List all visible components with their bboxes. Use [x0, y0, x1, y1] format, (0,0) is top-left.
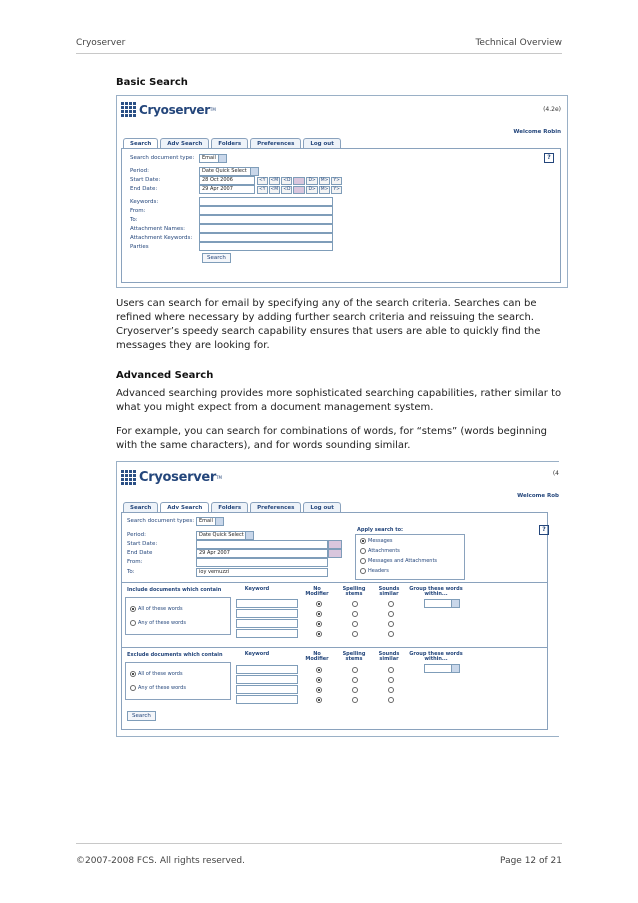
include-keyword-input-3[interactable]	[236, 619, 298, 628]
search-button[interactable]: Search	[202, 253, 231, 263]
include-all-words-radio[interactable]	[130, 606, 136, 612]
exclude-any-words-radio[interactable]	[130, 685, 136, 691]
logo-text: Cryoserver	[139, 470, 217, 485]
prev-month-button[interactable]: <M	[270, 178, 279, 183]
logo-tm: TM	[209, 107, 216, 112]
tab-adv-search[interactable]: Adv Search	[160, 502, 209, 512]
include-row4-no-modifier-radio[interactable]	[316, 631, 322, 637]
apply-attachments-label: Attachments	[368, 548, 400, 554]
tab-search[interactable]: Search	[123, 502, 158, 512]
parties-label: Parties	[130, 244, 149, 250]
apply-messages-and-attachments-radio[interactable]	[360, 558, 366, 564]
basic-search-paragraph: Users can search for email by specifying any of the search criteria. Searches can be refined where necessary by adding further search criteria and reissuing the search. Cryoserver’s speedy search capability ensures that users are able to quickly find the messages they are looking for.	[116, 298, 541, 351]
include-any-words-radio[interactable]	[130, 620, 136, 626]
header-right: Technical Overview	[475, 38, 562, 48]
exclude-keyword-input-2[interactable]	[236, 675, 298, 684]
attachment-keywords-label: Attachment Keywords:	[130, 235, 193, 241]
exclude-row3-spelling-radio[interactable]	[352, 687, 358, 693]
exclude-row1-sounds-radio[interactable]	[388, 667, 394, 673]
prev-month-button[interactable]: <M	[270, 187, 279, 192]
cryoserver-logo	[121, 470, 222, 485]
apply-search-title: Apply search to:	[357, 527, 404, 533]
logo-dots-icon	[121, 102, 136, 117]
exclude-row3-sounds-radio[interactable]	[388, 687, 394, 693]
tab-bar	[123, 502, 341, 512]
exclude-col-sounds: Sounds similar	[378, 651, 400, 662]
exclude-any-words-label: Any of these words	[138, 685, 186, 691]
header-divider	[76, 53, 562, 54]
apply-search-box	[355, 534, 465, 580]
exclude-col-group: Group these words within...	[409, 651, 463, 662]
adv-search-panel	[121, 512, 548, 730]
version-label: (4	[552, 470, 559, 477]
keywords-input[interactable]	[199, 197, 333, 206]
include-col-spelling: Spelling stems	[342, 586, 366, 597]
include-row4-sounds-radio[interactable]	[388, 631, 394, 637]
exclude-row4-no-modifier-radio[interactable]	[316, 697, 322, 703]
tab-log-out[interactable]: Log out	[303, 138, 340, 148]
include-row3-sounds-radio[interactable]	[388, 621, 394, 627]
tab-search[interactable]: Search	[123, 138, 158, 148]
exclude-row2-spelling-radio[interactable]	[352, 677, 358, 683]
basic-search-screenshot	[116, 95, 568, 288]
period-label: Period:	[130, 168, 150, 174]
help-icon[interactable]: ?	[539, 525, 549, 535]
include-divider	[122, 582, 547, 583]
exclude-col-keyword: Keyword	[244, 651, 270, 657]
from-label: From:	[130, 208, 146, 214]
to-label: To:	[127, 569, 135, 575]
from-input[interactable]	[199, 206, 333, 215]
parties-input[interactable]	[199, 242, 333, 251]
cryoserver-logo	[121, 102, 216, 117]
keywords-label: Keywords:	[130, 199, 159, 205]
to-input[interactable]: ioy vernuzzi	[196, 568, 328, 577]
footer-divider	[76, 843, 562, 844]
start-date-nav	[257, 177, 342, 185]
include-col-keyword: Keyword	[244, 586, 270, 592]
include-row1-no-modifier-radio[interactable]	[316, 601, 322, 607]
welcome-label: Welcome Robin	[513, 129, 561, 135]
include-keyword-input-1[interactable]	[236, 599, 298, 608]
tab-folders[interactable]: Folders	[211, 138, 248, 148]
apply-messages-radio[interactable]	[360, 538, 366, 544]
basic-search-heading: Basic Search	[116, 77, 188, 88]
start-date-input[interactable]: 28 Oct 2006	[199, 176, 255, 185]
include-any-words-label: Any of these words	[138, 620, 186, 626]
tab-log-out[interactable]: Log out	[303, 502, 340, 512]
include-row2-no-modifier-radio[interactable]	[316, 611, 322, 617]
apply-attachments-radio[interactable]	[360, 548, 366, 554]
doc-types-select[interactable]: Email	[196, 517, 224, 526]
exclude-row4-spelling-radio[interactable]	[352, 697, 358, 703]
attachment-names-input[interactable]	[199, 224, 333, 233]
advanced-search-heading: Advanced Search	[116, 370, 214, 381]
include-match-box	[125, 597, 231, 635]
include-col-group: Group these words within...	[409, 586, 463, 597]
include-row4-spelling-radio[interactable]	[352, 631, 358, 637]
attachment-keywords-input[interactable]	[199, 233, 333, 242]
from-label: From:	[127, 559, 143, 565]
next-month-button[interactable]: M>	[320, 178, 329, 183]
tab-bar	[123, 138, 341, 148]
include-keyword-input-4[interactable]	[236, 629, 298, 638]
advanced-search-paragraph-1: Advanced searching provides more sophisticated searching capabilities, rather similar to what you might expect from a document management system.	[116, 388, 562, 413]
advanced-search-screenshot	[116, 461, 559, 737]
include-group-select[interactable]	[424, 599, 460, 608]
period-select[interactable]: Date Quick Select	[196, 531, 254, 540]
next-month-button[interactable]: M>	[320, 187, 329, 192]
period-label: Period:	[127, 532, 147, 538]
apply-headers-label: Headers	[368, 568, 389, 574]
end-date-label: End Date:	[130, 186, 158, 192]
from-input[interactable]	[196, 558, 328, 567]
tab-folders[interactable]: Folders	[211, 502, 248, 512]
exclude-row1-no-modifier-radio[interactable]	[316, 667, 322, 673]
exclude-row2-no-modifier-radio[interactable]	[316, 677, 322, 683]
search-button[interactable]: Search	[127, 711, 156, 721]
calendar-icon[interactable]	[293, 186, 305, 194]
exclude-group-select[interactable]	[424, 664, 460, 673]
include-keyword-input-2[interactable]	[236, 609, 298, 618]
footer-page-number: Page 12 of 21	[500, 856, 562, 866]
calendar-icon[interactable]	[293, 177, 305, 185]
to-input[interactable]	[199, 215, 333, 224]
include-row2-sounds-radio[interactable]	[388, 611, 394, 617]
start-date-input[interactable]	[196, 540, 328, 549]
version-label: (4.2e)	[543, 106, 561, 113]
help-icon[interactable]: ?	[544, 153, 554, 163]
exclude-col-no-modifier: No Modifier	[305, 651, 329, 662]
include-title: Include documents which contain	[127, 587, 222, 593]
exclude-all-words-label: All of these words	[138, 671, 183, 677]
next-day-button[interactable]: D>	[308, 187, 316, 192]
exclude-divider	[122, 647, 547, 648]
next-year-button[interactable]: Y>	[333, 178, 340, 183]
prev-day-button[interactable]: <D	[283, 187, 291, 192]
next-day-button[interactable]: D>	[308, 178, 316, 183]
start-date-calendar-icon[interactable]	[328, 540, 342, 549]
start-date-label: Start Date:	[130, 177, 161, 183]
exclude-row2-sounds-radio[interactable]	[388, 677, 394, 683]
doc-type-label: Search document type:	[130, 155, 195, 161]
attachment-names-label: Attachment Names:	[130, 226, 185, 232]
search-panel	[121, 148, 561, 283]
footer-copyright: ©2007-2008 FCS. All rights reserved.	[76, 856, 245, 866]
logo-text: Cryoserver	[139, 102, 210, 117]
exclude-keyword-input-4[interactable]	[236, 695, 298, 704]
exclude-keyword-input-3[interactable]	[236, 685, 298, 694]
to-label: To:	[130, 217, 138, 223]
include-row1-spelling-radio[interactable]	[352, 601, 358, 607]
tab-adv-search[interactable]: Adv Search	[160, 138, 209, 148]
end-date-nav	[257, 186, 342, 194]
logo-dots-icon	[121, 470, 136, 485]
end-date-label: End Date	[127, 550, 153, 556]
include-col-no-modifier: No Modifier	[305, 586, 329, 597]
logo-tm: TM	[216, 475, 222, 480]
include-col-sounds: Sounds similar	[378, 586, 400, 597]
tab-preferences[interactable]: Preferences	[250, 502, 301, 512]
exclude-title: Exclude documents which contain	[127, 652, 223, 658]
doc-type-select[interactable]: Email	[199, 154, 227, 163]
tab-preferences[interactable]: Preferences	[250, 138, 301, 148]
prev-year-button[interactable]: <Y	[259, 178, 266, 183]
end-date-input[interactable]: 29 Apr 2007	[199, 185, 255, 194]
start-date-label: Start Date:	[127, 541, 158, 547]
exclude-keyword-input-1[interactable]	[236, 665, 298, 674]
include-row3-spelling-radio[interactable]	[352, 621, 358, 627]
include-row2-spelling-radio[interactable]	[352, 611, 358, 617]
apply-headers-radio[interactable]	[360, 568, 366, 574]
apply-messages-and-attachments-label: Messages and Attachments	[368, 558, 438, 564]
doc-types-label: Search document types:	[127, 518, 195, 524]
prev-day-button[interactable]: <D	[283, 178, 291, 183]
header-left: Cryoserver	[76, 38, 126, 48]
prev-year-button[interactable]: <Y	[259, 187, 266, 192]
apply-messages-label: Messages	[368, 538, 393, 544]
end-date-input[interactable]: 29 Apr 2007	[196, 549, 328, 558]
exclude-match-box	[125, 662, 231, 700]
exclude-row4-sounds-radio[interactable]	[388, 697, 394, 703]
exclude-col-spelling: Spelling stems	[342, 651, 366, 662]
exclude-row3-no-modifier-radio[interactable]	[316, 687, 322, 693]
period-select[interactable]: Date Quick Select	[199, 167, 259, 176]
exclude-row1-spelling-radio[interactable]	[352, 667, 358, 673]
end-date-calendar-icon[interactable]	[328, 549, 342, 558]
include-row1-sounds-radio[interactable]	[388, 601, 394, 607]
advanced-search-paragraph-2: For example, you can search for combinations of words, for “stems” (words beginning with the same characters), and for words sounding similar.	[116, 426, 548, 451]
next-year-button[interactable]: Y>	[333, 187, 340, 192]
welcome-label: Welcome Rob	[517, 493, 559, 499]
include-row3-no-modifier-radio[interactable]	[316, 621, 322, 627]
include-all-words-label: All of these words	[138, 606, 183, 612]
exclude-all-words-radio[interactable]	[130, 671, 136, 677]
